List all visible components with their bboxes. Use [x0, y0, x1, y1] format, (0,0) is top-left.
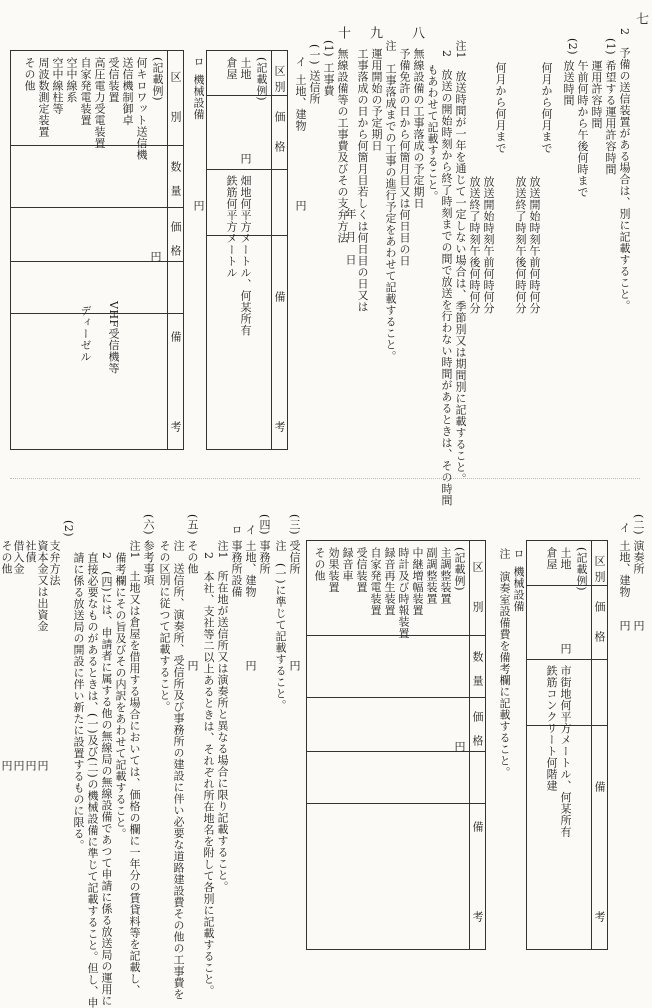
reference-note1b: 備考欄にその旨及びその内訳をあわせて記載すること。: [114, 552, 127, 840]
table4-item-7: 録音車: [341, 547, 354, 582]
studio-i-label: 土地、建物: [618, 540, 631, 598]
table2-header-6: 備: [169, 331, 182, 343]
receiving-yen: 円: [288, 660, 301, 672]
table4-header-3: 量: [471, 675, 484, 687]
table4-header-0: 区: [471, 561, 484, 573]
office-note1: 注1 所在地が送信所又は演奏所と異なる場合に限り記載すること。: [216, 540, 229, 893]
upper-land-building-table: [206, 50, 288, 450]
section-10-number: 十: [335, 26, 350, 40]
table4-header-6: 備: [471, 821, 484, 833]
table1-header-2: 価: [273, 111, 286, 123]
section-7-p1-item-2: 午前何時から午後何時まで: [576, 60, 589, 198]
other-number: (五): [186, 514, 199, 536]
table3-note2: 鉄筋コンクリート何階建: [545, 665, 558, 792]
office-note2: 2 本社、支社等二以上あるときは、それぞれ所在地名を附して各別に記載すること。: [202, 552, 215, 997]
funding-item-3: その他: [0, 540, 13, 575]
section-9-line2: 工事落成の日から何箇月目若しくは何日目の日又は: [356, 48, 369, 313]
other-label: その他: [186, 540, 199, 575]
table4-header-4: 価: [471, 711, 484, 723]
table1-note: 畑地何平方メートル、何某所有: [239, 175, 252, 336]
office-ro: ロ: [230, 524, 243, 536]
section-8-line2: 予備免許の日から何箇月目又は何日目の日: [398, 48, 411, 267]
section-10-line1: 無線設備等の工事費及びその支弁方法: [336, 48, 349, 244]
section-7-note2b: もあわせて記載すること。: [426, 64, 439, 202]
table2-item-8: その他: [23, 57, 36, 92]
table1-header-3: 格: [273, 141, 286, 153]
table2-header-2: 数: [169, 161, 182, 173]
table4-item-6: 受信装置: [355, 547, 368, 593]
section-10-ro-yen: 円: [192, 200, 205, 212]
table3-row-0-yen: 円: [559, 643, 572, 655]
table4-item-4: 録音再生装置: [383, 547, 396, 616]
table3-header-2: 価: [593, 601, 606, 613]
section-7-note1: 注1 放送時間が一年を通じて一定しない場合は、季節別又は期間別に記載すること。: [454, 40, 467, 485]
section-7-p2-a: 何月から何月まで: [540, 62, 553, 154]
table3-example: (記載例): [575, 547, 588, 592]
section-7-line2: 2 予備の送信装置がある場合は、別に記載すること。: [618, 28, 631, 312]
table4-header-1: 別: [471, 601, 484, 613]
studio-equipment-table: [306, 540, 486, 950]
table4-item-3: 時計及び時報装置: [397, 547, 410, 639]
section-10-p1-label: 工事費: [322, 62, 335, 97]
table1-header-1: 別: [273, 81, 286, 93]
table1-header-0: 区: [273, 65, 286, 77]
funding-item-0: 資本金又は出資金: [36, 540, 49, 632]
section-7-p1-item-0: 希望する運用許容時間: [604, 60, 617, 175]
section-10-i: イ: [294, 56, 307, 68]
table1-header-5: 考: [273, 421, 286, 433]
studio-label: 演奏所: [632, 540, 645, 575]
section-7-p1: (1): [604, 38, 617, 56]
table2-header-3: 量: [169, 185, 182, 197]
table2-header-7: 考: [169, 421, 182, 433]
table4-header-2: 数: [471, 651, 484, 663]
section-10-i-yen: 円: [294, 200, 307, 212]
other-note-b: その区別に従つて記載すること。: [158, 540, 171, 713]
table3-header-3: 格: [593, 631, 606, 643]
section-7-p2-b-item-0: 放送開始時刻午前何時何分: [482, 176, 495, 314]
table4-yen: 円: [453, 741, 466, 753]
section-9-line1: 運用開始の予定期日: [370, 48, 383, 152]
table2-note-vhf: VHF受信機等: [107, 301, 120, 374]
other-note: 注 送信所、演奏所、受信所及び事務所の建設に伴い必要な道路建設費その他の工事費を: [172, 540, 185, 1000]
section-7-p2-a-item-1: 放送終了時刻午後何時何分: [514, 176, 527, 314]
table1-header-4: 備: [273, 291, 286, 303]
table2-header-4: 価: [169, 221, 182, 233]
table2-item-5: 空中線系: [65, 57, 78, 103]
funding-yen-1: 円: [24, 760, 37, 772]
table4-item-8: 効果装置: [327, 547, 340, 593]
office-i-label: 土地、建物: [244, 540, 257, 598]
table3-header-5: 考: [593, 911, 606, 923]
table2-item-4: 自家発電装置: [79, 57, 92, 126]
table2-item-1: 送信機制御卓: [121, 57, 134, 126]
funding-yen-3: 円: [0, 760, 13, 772]
reference-note2c: 請に係る放送局の開設に伴い新たに設置するものに限る。: [72, 552, 85, 851]
reference-number: (六): [142, 514, 155, 536]
office-label: 事務所: [258, 540, 271, 575]
table3-row-0-label: 土地: [559, 547, 572, 570]
section-8-line1: 無線設備の工事落成の予定期日: [412, 48, 425, 209]
section-7-p2-b-item-1: 放送終了時刻午後何時何分: [468, 176, 481, 314]
section-10-a-label: 送信所: [308, 70, 321, 105]
section-10-a: (一): [308, 44, 321, 66]
table2-item-3: 高圧電力受電装置: [93, 57, 106, 149]
table2-header-5: 格: [169, 245, 182, 257]
table1-row-0-label: 土地: [239, 57, 252, 80]
studio-number: (二): [632, 514, 645, 536]
funding-number: (2): [62, 520, 75, 538]
section-7-note2: 2 放送の開始時刻から終了時刻までの間で放送を行わない時間があるときは、その時間: [440, 50, 453, 506]
funding-label: 支弁方法: [48, 540, 61, 586]
table2-item-0: 何キロワット送信機: [135, 57, 148, 161]
table3-row-1-label: 倉屋: [545, 547, 558, 570]
table1-example: (記載例): [255, 57, 268, 102]
reference-note2b: 直接必要なものがあるときは、(一)及び(二)の機械設備に準じて記載すること。但し、申: [86, 552, 99, 1008]
section-7-p2-b: 何月から何月まで: [494, 62, 507, 154]
section-7-p1-item-1: 運用許容時間: [590, 60, 603, 129]
section-9-number: 九: [367, 26, 382, 40]
office-yen: 円: [244, 660, 257, 672]
table4-example: (記載例): [453, 547, 466, 592]
funding-yen-0: 円: [36, 760, 49, 772]
table4-item-5: 自家発電装置: [369, 547, 382, 616]
section-7-p2: (2): [566, 38, 579, 56]
section-10-ro: ロ: [192, 56, 205, 68]
studio-i-yen: 円: [618, 620, 631, 632]
section-7-p2-a-item-0: 放送開始時刻午前何時何分: [528, 176, 541, 314]
studio-land-building-table: [526, 540, 608, 950]
table4-item-1: 副調整装置: [425, 547, 438, 605]
table2-yen: 円: [149, 251, 162, 263]
section-10-i-label: 土地、建物: [294, 74, 307, 132]
table3-header-4: 備: [593, 781, 606, 793]
studio-ro-label: 機械設備: [512, 566, 525, 612]
studio-ro-note: 注 演奏室設備費を備考欄に記載すること。: [498, 548, 511, 778]
table2-item-2: 受信装置: [107, 57, 120, 103]
table2-example: (記載例): [151, 57, 164, 102]
section-8-number: 八: [409, 26, 424, 40]
reference-note2: 2 (四)には、申請者に属する他の無線局の無線設備であつて申請に係る放送局の運用に: [100, 552, 113, 1007]
table4-item-9: その他: [313, 547, 326, 582]
table2-item-6: 空中線柱等: [51, 57, 64, 115]
upper-equipment-table: [10, 50, 184, 450]
table2-header-0: 区: [169, 71, 182, 83]
table3-note: 市街地何平方メートル、何某所有: [559, 665, 572, 838]
reference-label: 参考事項: [142, 540, 155, 586]
receiving-number: (三): [288, 514, 301, 536]
table2-header-1: 別: [169, 111, 182, 123]
table4-item-0: 主調整装置: [439, 547, 452, 605]
office-number: (四): [258, 514, 271, 536]
other-yen: 円: [186, 660, 199, 672]
reference-note1: 注1 土地又は倉屋を借用する場合においては、価格の欄に一年分の賃貸料等を記載し、: [128, 540, 141, 996]
funding-yen-2: 円: [12, 760, 25, 772]
receiving-label: 受信所: [288, 540, 301, 575]
studio-yen: 円: [632, 620, 645, 632]
section-7-number: 七: [633, 12, 648, 26]
section-10-p1: (1): [322, 40, 335, 58]
section-10-ro-label: 機械設備: [192, 74, 205, 120]
section-8-note: 注 工事落成までの工事の進行予定をあわせて記載すること。: [384, 40, 397, 362]
page-divider: [10, 478, 640, 479]
receiving-note: 注 (一)に準じて記載すること。: [274, 540, 287, 711]
table4-header-5: 格: [471, 735, 484, 747]
section-9-date: 年 月 日: [344, 208, 357, 266]
table3-header-0: 区: [593, 555, 606, 567]
section-7-p1-item-3: 放送時間: [562, 60, 575, 106]
table1-row-1-label: 倉屋: [225, 57, 238, 80]
table4-header-7: 考: [471, 911, 484, 923]
office-i: イ: [244, 524, 257, 536]
funding-item-2: 借入金: [12, 540, 25, 575]
table4-item-2: 中継増幅装置: [411, 547, 424, 616]
office-ro-label: 事務所設備: [230, 540, 243, 598]
table2-note-diesel: ディーゼル: [79, 305, 92, 363]
studio-ro: ロ: [512, 548, 525, 560]
funding-item-1: 社債: [24, 540, 37, 563]
studio-i: イ: [618, 522, 631, 534]
table2-item-7: 周波数測定装置: [37, 57, 50, 138]
table1-row-0-yen: 円: [239, 153, 252, 165]
table1-note2: 鉄筋何平方メートル: [225, 175, 238, 279]
table3-header-1: 別: [593, 571, 606, 583]
